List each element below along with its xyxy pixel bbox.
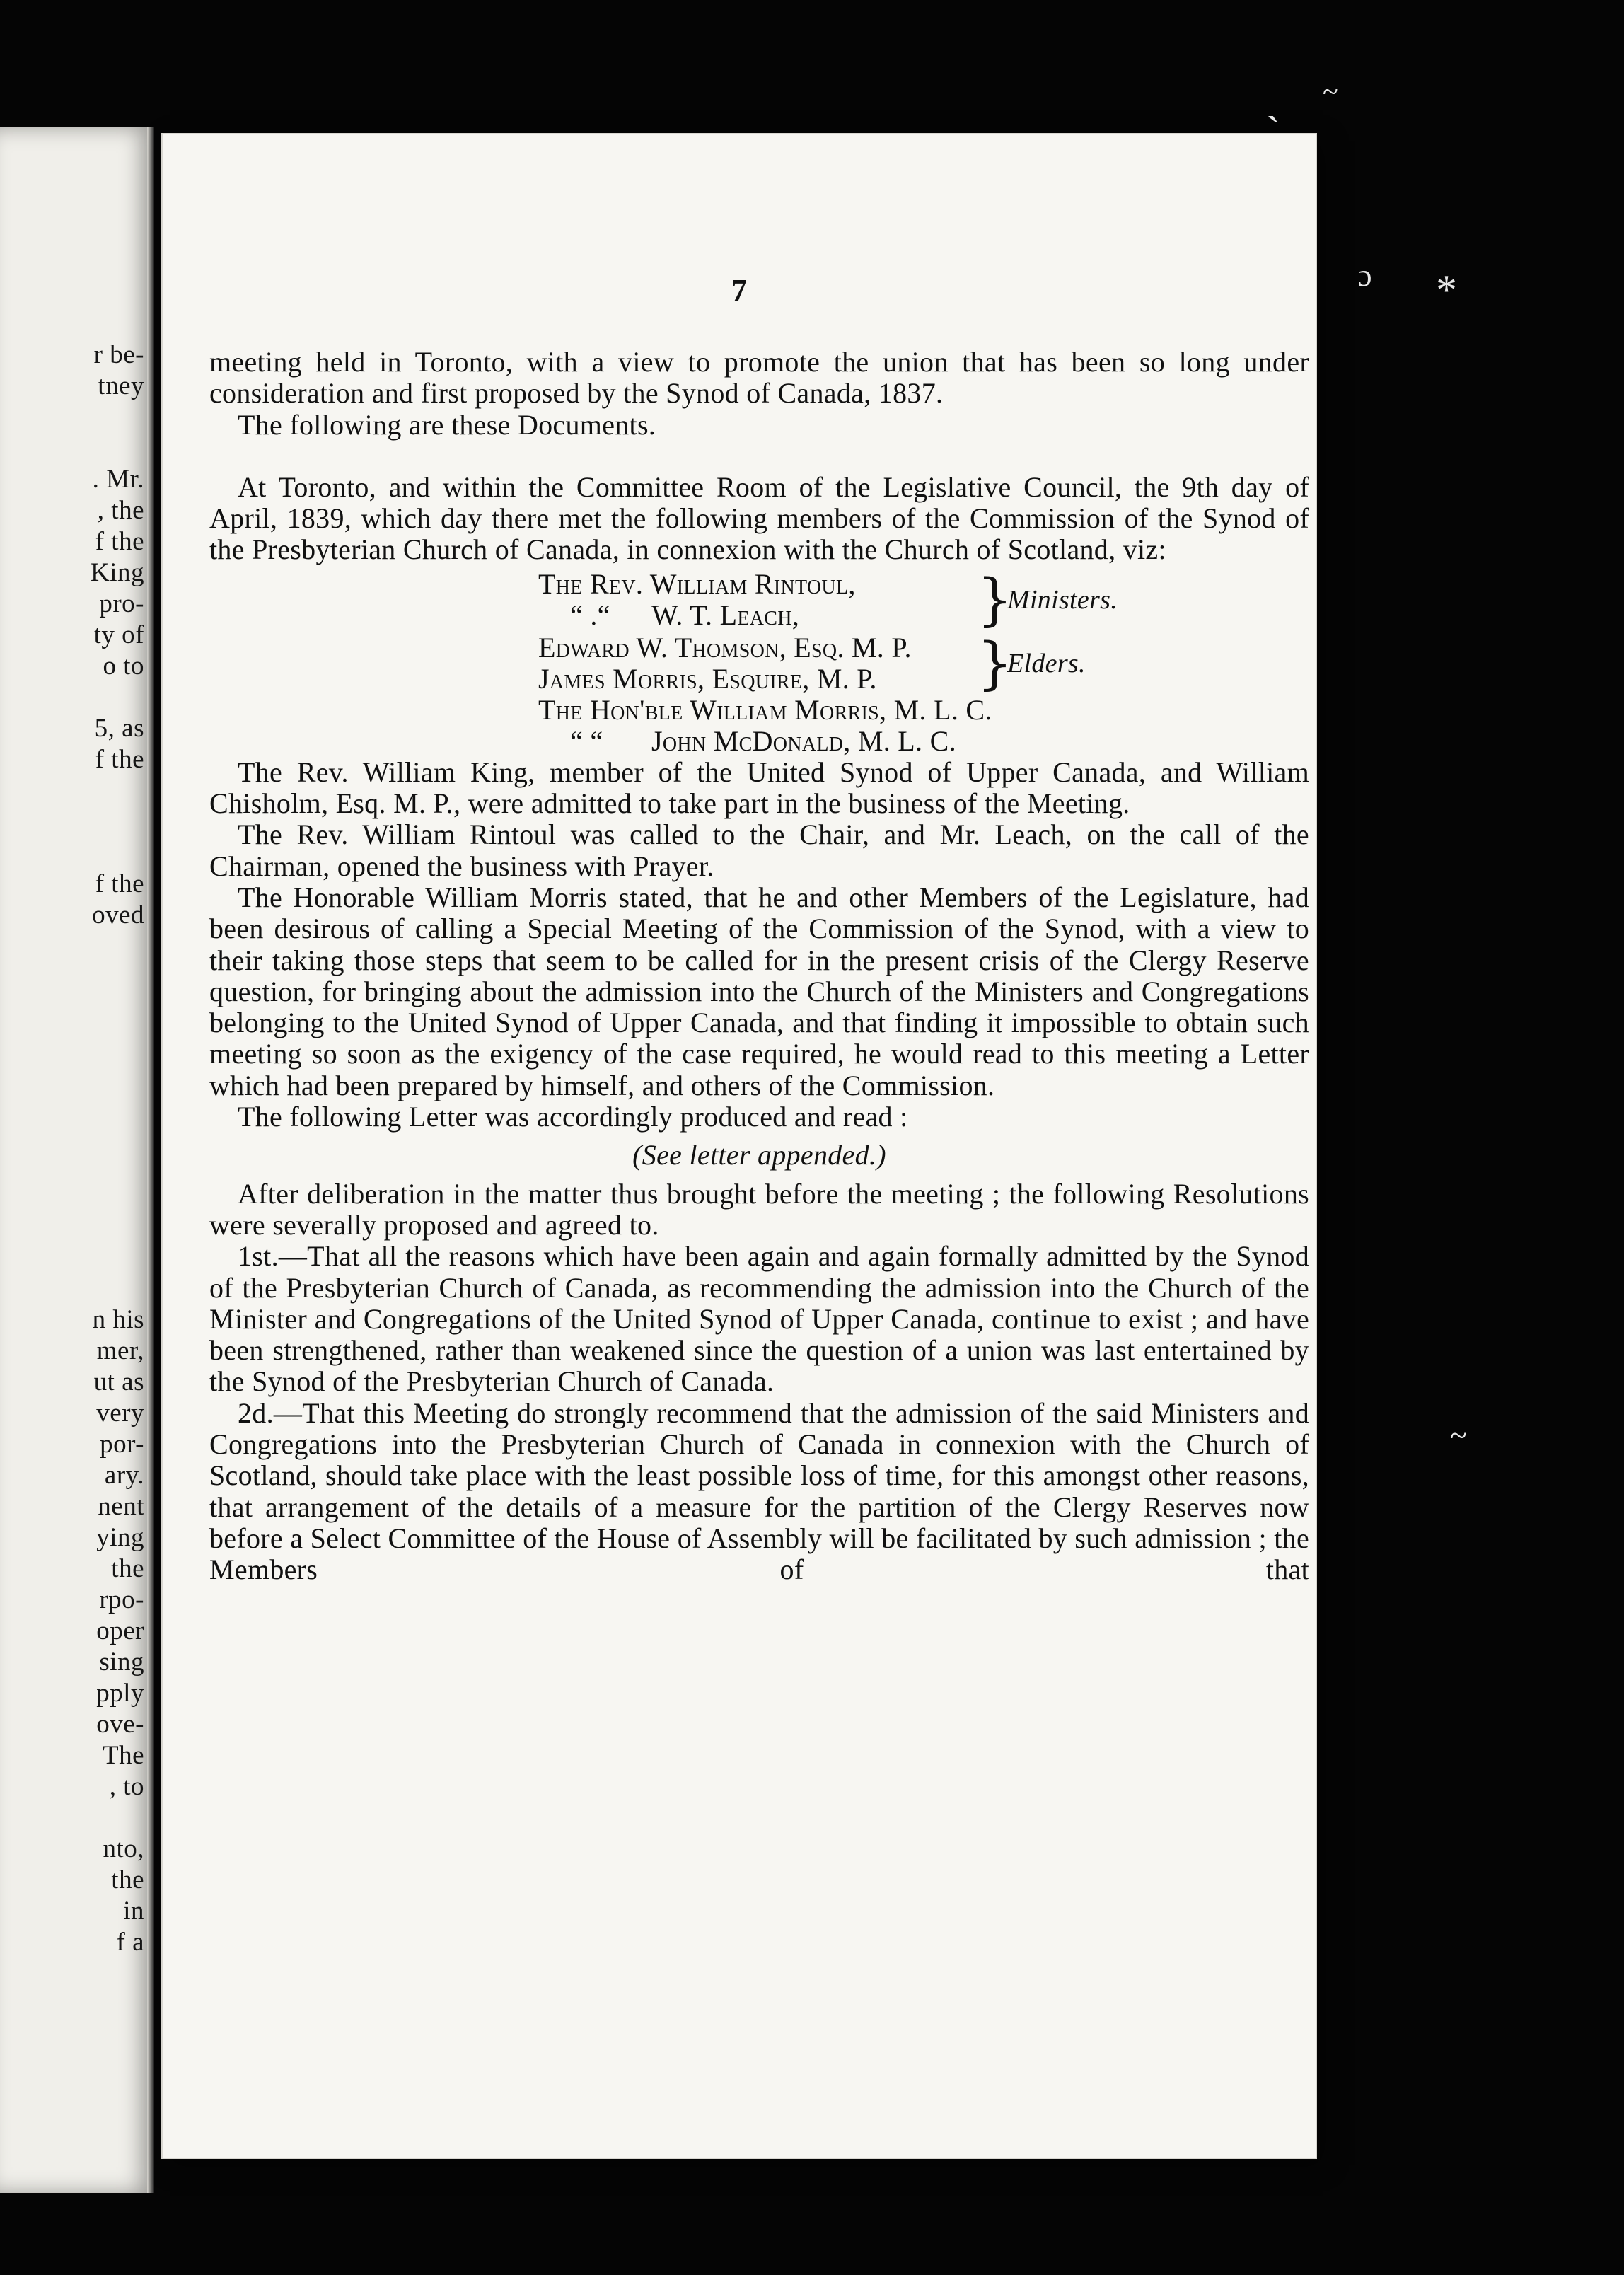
previous-page-fragment: in bbox=[123, 1897, 144, 1926]
attendee-mcdonald: John McDonald, M. L. C. bbox=[651, 724, 956, 757]
previous-page-fragment: 5, as bbox=[94, 714, 144, 743]
previous-page-fragment: pply bbox=[96, 1679, 144, 1708]
attendee-thomson: Edward W. Thomson, Esq. M. P. bbox=[538, 631, 912, 664]
previous-page-text-fragments bbox=[0, 340, 144, 1958]
previous-page-fragment: rpo- bbox=[99, 1585, 144, 1614]
previous-page-fragment bbox=[0, 1211, 144, 1242]
page-number: 7 bbox=[731, 273, 747, 308]
scan-speck: ~ bbox=[1323, 76, 1338, 108]
previous-page-fragment bbox=[0, 806, 144, 838]
scan-speck: * bbox=[1436, 267, 1457, 313]
previous-page-fragment bbox=[0, 1802, 144, 1834]
elders-brace: } bbox=[977, 630, 1014, 696]
previous-page-fragment: ying bbox=[96, 1523, 144, 1552]
previous-page-fragment: the bbox=[111, 1554, 144, 1583]
king-paragraph: The Rev. William King, member of the United Synod of Upper Canada, and William Chisholm, Esq. M. P., were admitted to take part in the business of the Meeting. bbox=[209, 756, 1309, 820]
previous-page-fragment: nent bbox=[98, 1492, 144, 1521]
resolution-first: 1st.—That all the reasons which have been again and again formally admitted by the Synod of the Presbyterian Church of Canada, as recommending the admission into the Church of the Minister and Congregations of the United Synod of Upper Canada, continue to exist ; and have been strengthened, rather than weakened since the question of a union was last entertained by the Synod of the Presbyterian Church of Canada. bbox=[209, 1240, 1309, 1398]
attendee-james-morris: James Morris, Esquire, M. P. bbox=[538, 662, 877, 695]
ditto-marks: “ .“ bbox=[570, 598, 610, 631]
attendee-william-morris: The Hon'ble William Morris, M. L. C. bbox=[538, 693, 992, 726]
resolution-second: 2d.—That this Meeting do strongly recommend that the admission of the said Ministers and Congregations into the Presbyterian Church of Canada in connexion with the Church of Scotland, should take place with the least possible loss of time, for this amongst other reasons, that arrangement of the details of a measure for the partition of the Clergy Reserves now before a Select Committee of the House of Assembly will be facilitated by such admission ; the Members of that bbox=[209, 1396, 1309, 1586]
document-page bbox=[163, 134, 1316, 2158]
previous-page-fragment bbox=[0, 682, 144, 713]
previous-page-fragment: . Mr. bbox=[92, 465, 144, 494]
previous-page-fragment: tney bbox=[98, 371, 144, 400]
previous-page-fragment: , to bbox=[109, 1772, 144, 1801]
deliberation-paragraph: After deliberation in the matter thus brought before the meeting ; the following Resolutions were severally proposed and agreed to. bbox=[209, 1177, 1309, 1241]
chair-paragraph: The Rev. William Rintoul was called to the Chair, and Mr. Leach, on the call of the Chairman, opened the business with Prayer. bbox=[209, 818, 1309, 882]
previous-page-fragment: nto, bbox=[103, 1834, 144, 1863]
previous-page-fragment bbox=[0, 962, 144, 993]
previous-page-fragment: ut as bbox=[93, 1367, 144, 1396]
previous-page-fragment: sing bbox=[99, 1648, 144, 1677]
see-letter-note: (See letter appended.) bbox=[632, 1139, 886, 1171]
previous-page-fragment bbox=[0, 433, 144, 464]
previous-page-fragment: the bbox=[111, 1865, 144, 1894]
previous-page-fragment: mer, bbox=[96, 1336, 144, 1365]
previous-page-fragment: ty of bbox=[93, 620, 144, 649]
previous-page-fragment: ove- bbox=[96, 1710, 144, 1739]
previous-page-fragment bbox=[0, 1149, 144, 1180]
previous-page-fragment: n his bbox=[92, 1305, 144, 1334]
previous-page-fragment: pro- bbox=[99, 589, 144, 618]
gutter-shadow bbox=[147, 127, 154, 2193]
previous-page-fragment bbox=[0, 402, 144, 433]
previous-page-fragment bbox=[0, 1273, 144, 1304]
scan-speck: ɔ bbox=[1358, 258, 1372, 293]
previous-page bbox=[0, 127, 154, 2193]
previous-page-fragment bbox=[0, 1024, 144, 1055]
attendee-leach: W. T. Leach, bbox=[651, 598, 800, 631]
previous-page-fragment: , the bbox=[97, 496, 144, 525]
previous-page-fragment: o to bbox=[103, 652, 144, 681]
previous-page-fragment bbox=[0, 1242, 144, 1273]
previous-page-fragment bbox=[0, 1180, 144, 1211]
scan-speck: ˎ bbox=[1266, 76, 1280, 122]
previous-page-fragment bbox=[0, 775, 144, 806]
previous-page-fragment bbox=[0, 1055, 144, 1087]
ditto-marks-2: “ “ bbox=[570, 724, 603, 757]
minute-paragraph: At Toronto, and within the Committee Room of the Legislative Council, the 9th day of April, 1839, which day there met the following members of the Commission of the Synod of the Presbyterian Church of Canada, in connexion with the Church of Scotland, viz: bbox=[209, 470, 1309, 566]
previous-page-fragment: very bbox=[96, 1399, 144, 1428]
page-body bbox=[209, 347, 1309, 1586]
ministers-brace: } bbox=[977, 566, 1014, 632]
previous-page-fragment bbox=[0, 993, 144, 1024]
previous-page-fragment: oper bbox=[96, 1616, 144, 1645]
ministers-label: Ministers. bbox=[1007, 584, 1118, 615]
previous-page-fragment: f the bbox=[95, 745, 144, 774]
previous-page-fragment bbox=[0, 931, 144, 962]
previous-page-fragment: ary. bbox=[104, 1461, 144, 1490]
previous-page-fragment: f the bbox=[95, 869, 144, 898]
previous-page-fragment: por- bbox=[100, 1430, 144, 1459]
attendee-rintoul: The Rev. William Rintoul, bbox=[538, 567, 856, 600]
scan-speck: ~ bbox=[1450, 1418, 1467, 1453]
letter-paragraph: The following Letter was accordingly produced and read : bbox=[238, 1101, 908, 1133]
previous-page-fragment: oved bbox=[92, 901, 144, 930]
previous-page-fragment: f a bbox=[116, 1928, 144, 1957]
previous-page-fragment: r be- bbox=[93, 340, 144, 369]
previous-page-fragment: The bbox=[102, 1741, 144, 1770]
attendance-list bbox=[209, 566, 1309, 757]
spacer bbox=[209, 441, 1309, 472]
intro-paragraph: meeting held in Toronto, with a view to promote the union that has been so long under consideration and first proposed by the Synod of Canada, 1837. bbox=[209, 346, 1309, 410]
previous-page-fragment bbox=[0, 1118, 144, 1149]
documents-heading-line: The following are these Documents. bbox=[238, 408, 656, 441]
previous-page-fragment bbox=[0, 1087, 144, 1118]
elders-label: Elders. bbox=[1007, 648, 1086, 678]
previous-page-fragment: f the bbox=[95, 527, 144, 556]
morris-paragraph: The Honorable William Morris stated, that he and other Members of the Legislature, had been desirous of calling a Special Meeting of the Commission of the Synod, with a view to their taking those steps that seem to be called for in the present crisis of the Clergy Reserve question, for bringing about the admission into the Church of the Ministers and Congregations belonging to the United Synod of Upper Canada, and that finding it impossible to obtain such meeting so soon as the exigency of the case required, he would read to this meeting a Letter which had been prepared by himself, and others of the Commission. bbox=[209, 881, 1309, 1101]
previous-page-fragment: King bbox=[91, 558, 144, 587]
previous-page-fragment bbox=[0, 838, 144, 869]
